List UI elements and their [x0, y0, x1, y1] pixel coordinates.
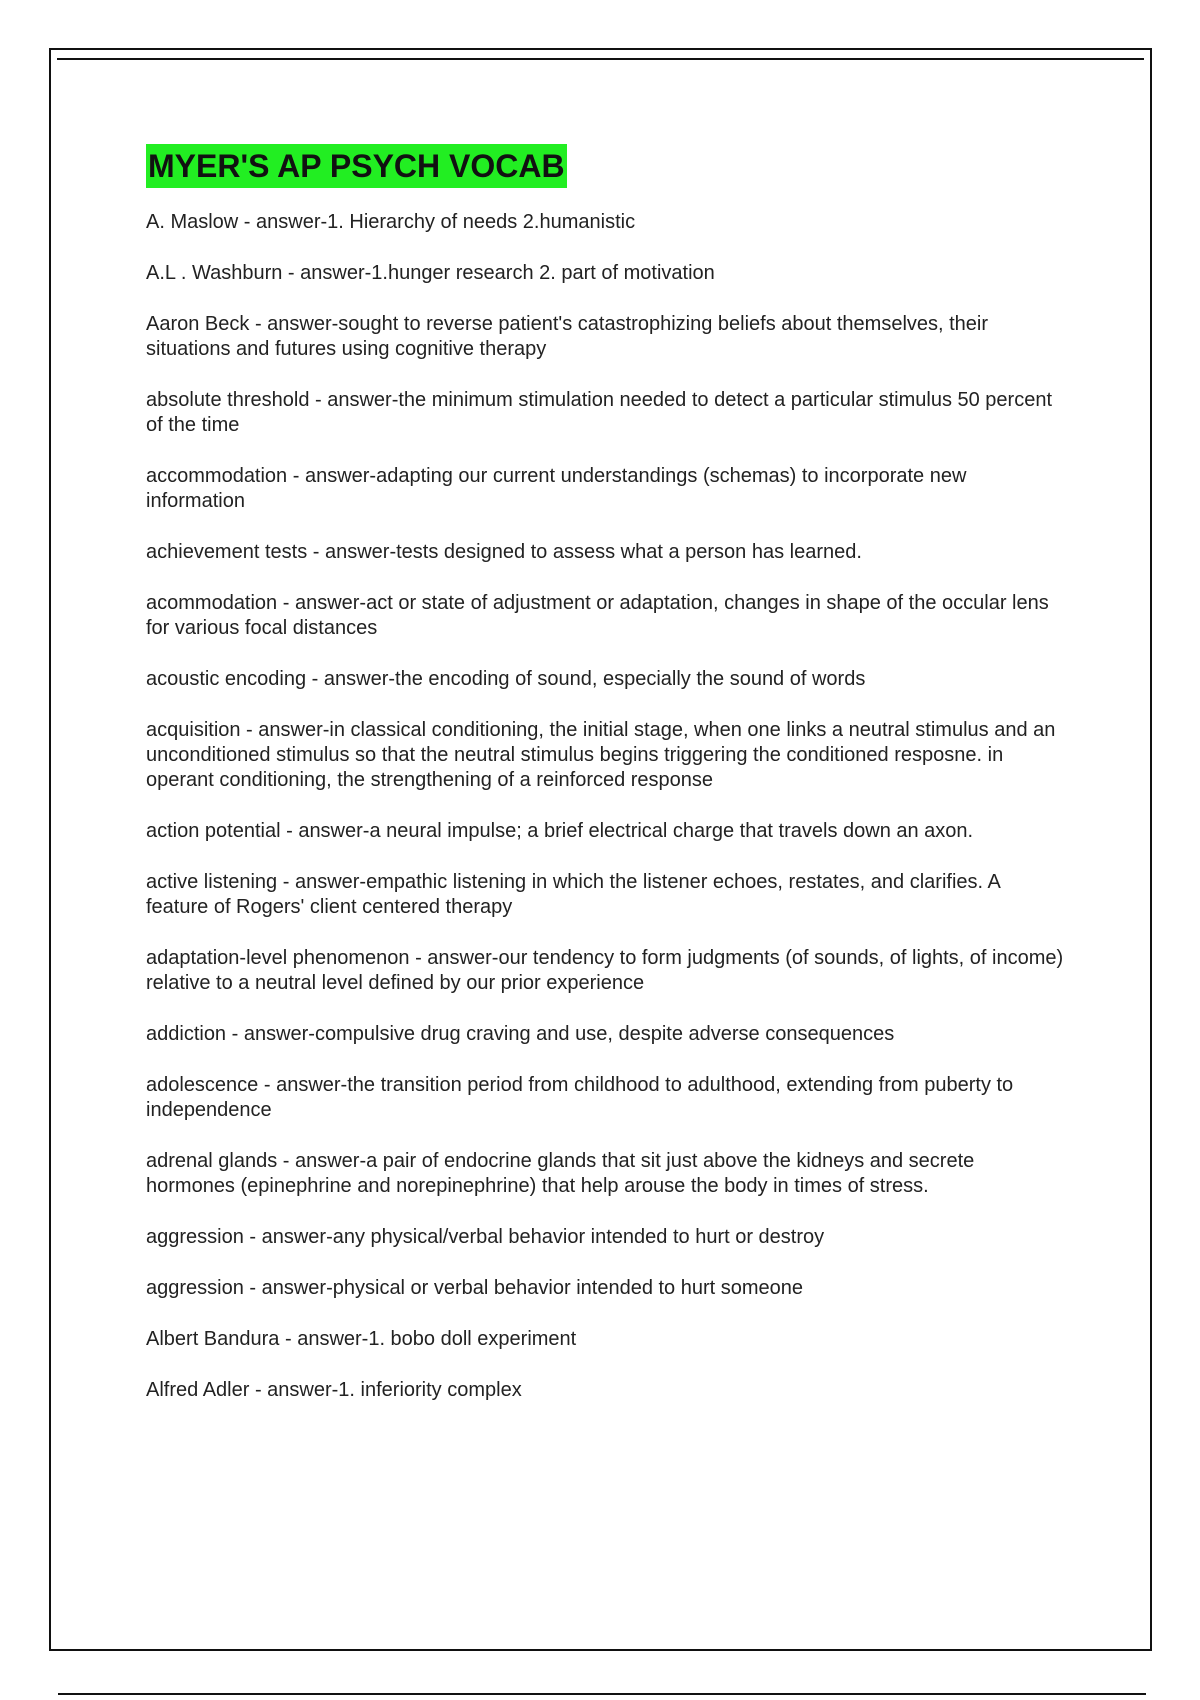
header-rule	[57, 58, 1144, 60]
vocab-entry: A.L . Washburn - answer-1.hunger research 2. part of motivation	[146, 262, 715, 284]
vocab-entry: accommodation - answer-adapting our current understandings (schemas) to incorporate new information	[146, 465, 967, 512]
vocab-entry: acommodation - answer-act or state of adjustment or adaptation, changes in shape of the occular lens for various focal distances	[146, 592, 1049, 639]
vocab-entry: aggression - answer-physical or verbal behavior intended to hurt someone	[146, 1277, 804, 1299]
vocab-entry: action potential - answer-a neural impulse; a brief electrical charge that travels down an axon.	[146, 820, 974, 842]
vocab-entry: adrenal glands - answer-a pair of endocrine glands that sit just above the kidneys and secrete hormones (epinephrine and norepinephrine) that help arouse the body in times of stress.	[146, 1150, 975, 1197]
vocab-entry: A. Maslow - answer-1. Hierarchy of needs 2.humanistic	[146, 211, 636, 233]
vocab-entry: addiction - answer-compulsive drug craving and use, despite adverse consequences	[146, 1023, 895, 1045]
vocab-entry: acoustic encoding - answer-the encoding of sound, especially the sound of words	[146, 668, 866, 690]
vocab-entry: absolute threshold - answer-the minimum stimulation needed to detect a particular stimulus 50 percent of the time	[146, 389, 1053, 436]
vocab-entry: Alfred Adler - answer-1. inferiority complex	[146, 1379, 522, 1401]
vocab-entry: Aaron Beck - answer-sought to reverse patient's catastrophizing beliefs about themselves, their situations and futures using cognitive therapy	[146, 313, 989, 360]
footer-rule	[58, 1693, 1146, 1695]
vocab-entry: achievement tests - answer-tests designed to assess what a person has learned.	[146, 541, 862, 563]
document-title: MYER'S AP PSYCH VOCAB	[146, 144, 567, 188]
document-body	[146, 144, 1066, 1429]
vocab-entry: Albert Bandura - answer-1. bobo doll experiment	[146, 1328, 577, 1350]
vocab-entry: adolescence - answer-the transition period from childhood to adulthood, extending from puberty to independence	[146, 1074, 1014, 1121]
vocab-entry: adaptation-level phenomenon - answer-our tendency to form judgments (of sounds, of lights, of income) relative to a neutral level defined by our prior experience	[146, 947, 1064, 994]
vocab-entry: active listening - answer-empathic listening in which the listener echoes, restates, and clarifies. A feature of Rogers' client centered therapy	[146, 871, 1000, 918]
vocab-entry: acquisition - answer-in classical conditioning, the initial stage, when one links a neutral stimulus and an unconditioned stimulus so that the neutral stimulus begins triggering the conditioned resposne. in operant conditioning, the strengthening of a reinforced response	[146, 719, 1056, 791]
vocab-entry: aggression - answer-any physical/verbal behavior intended to hurt or destroy	[146, 1226, 825, 1248]
